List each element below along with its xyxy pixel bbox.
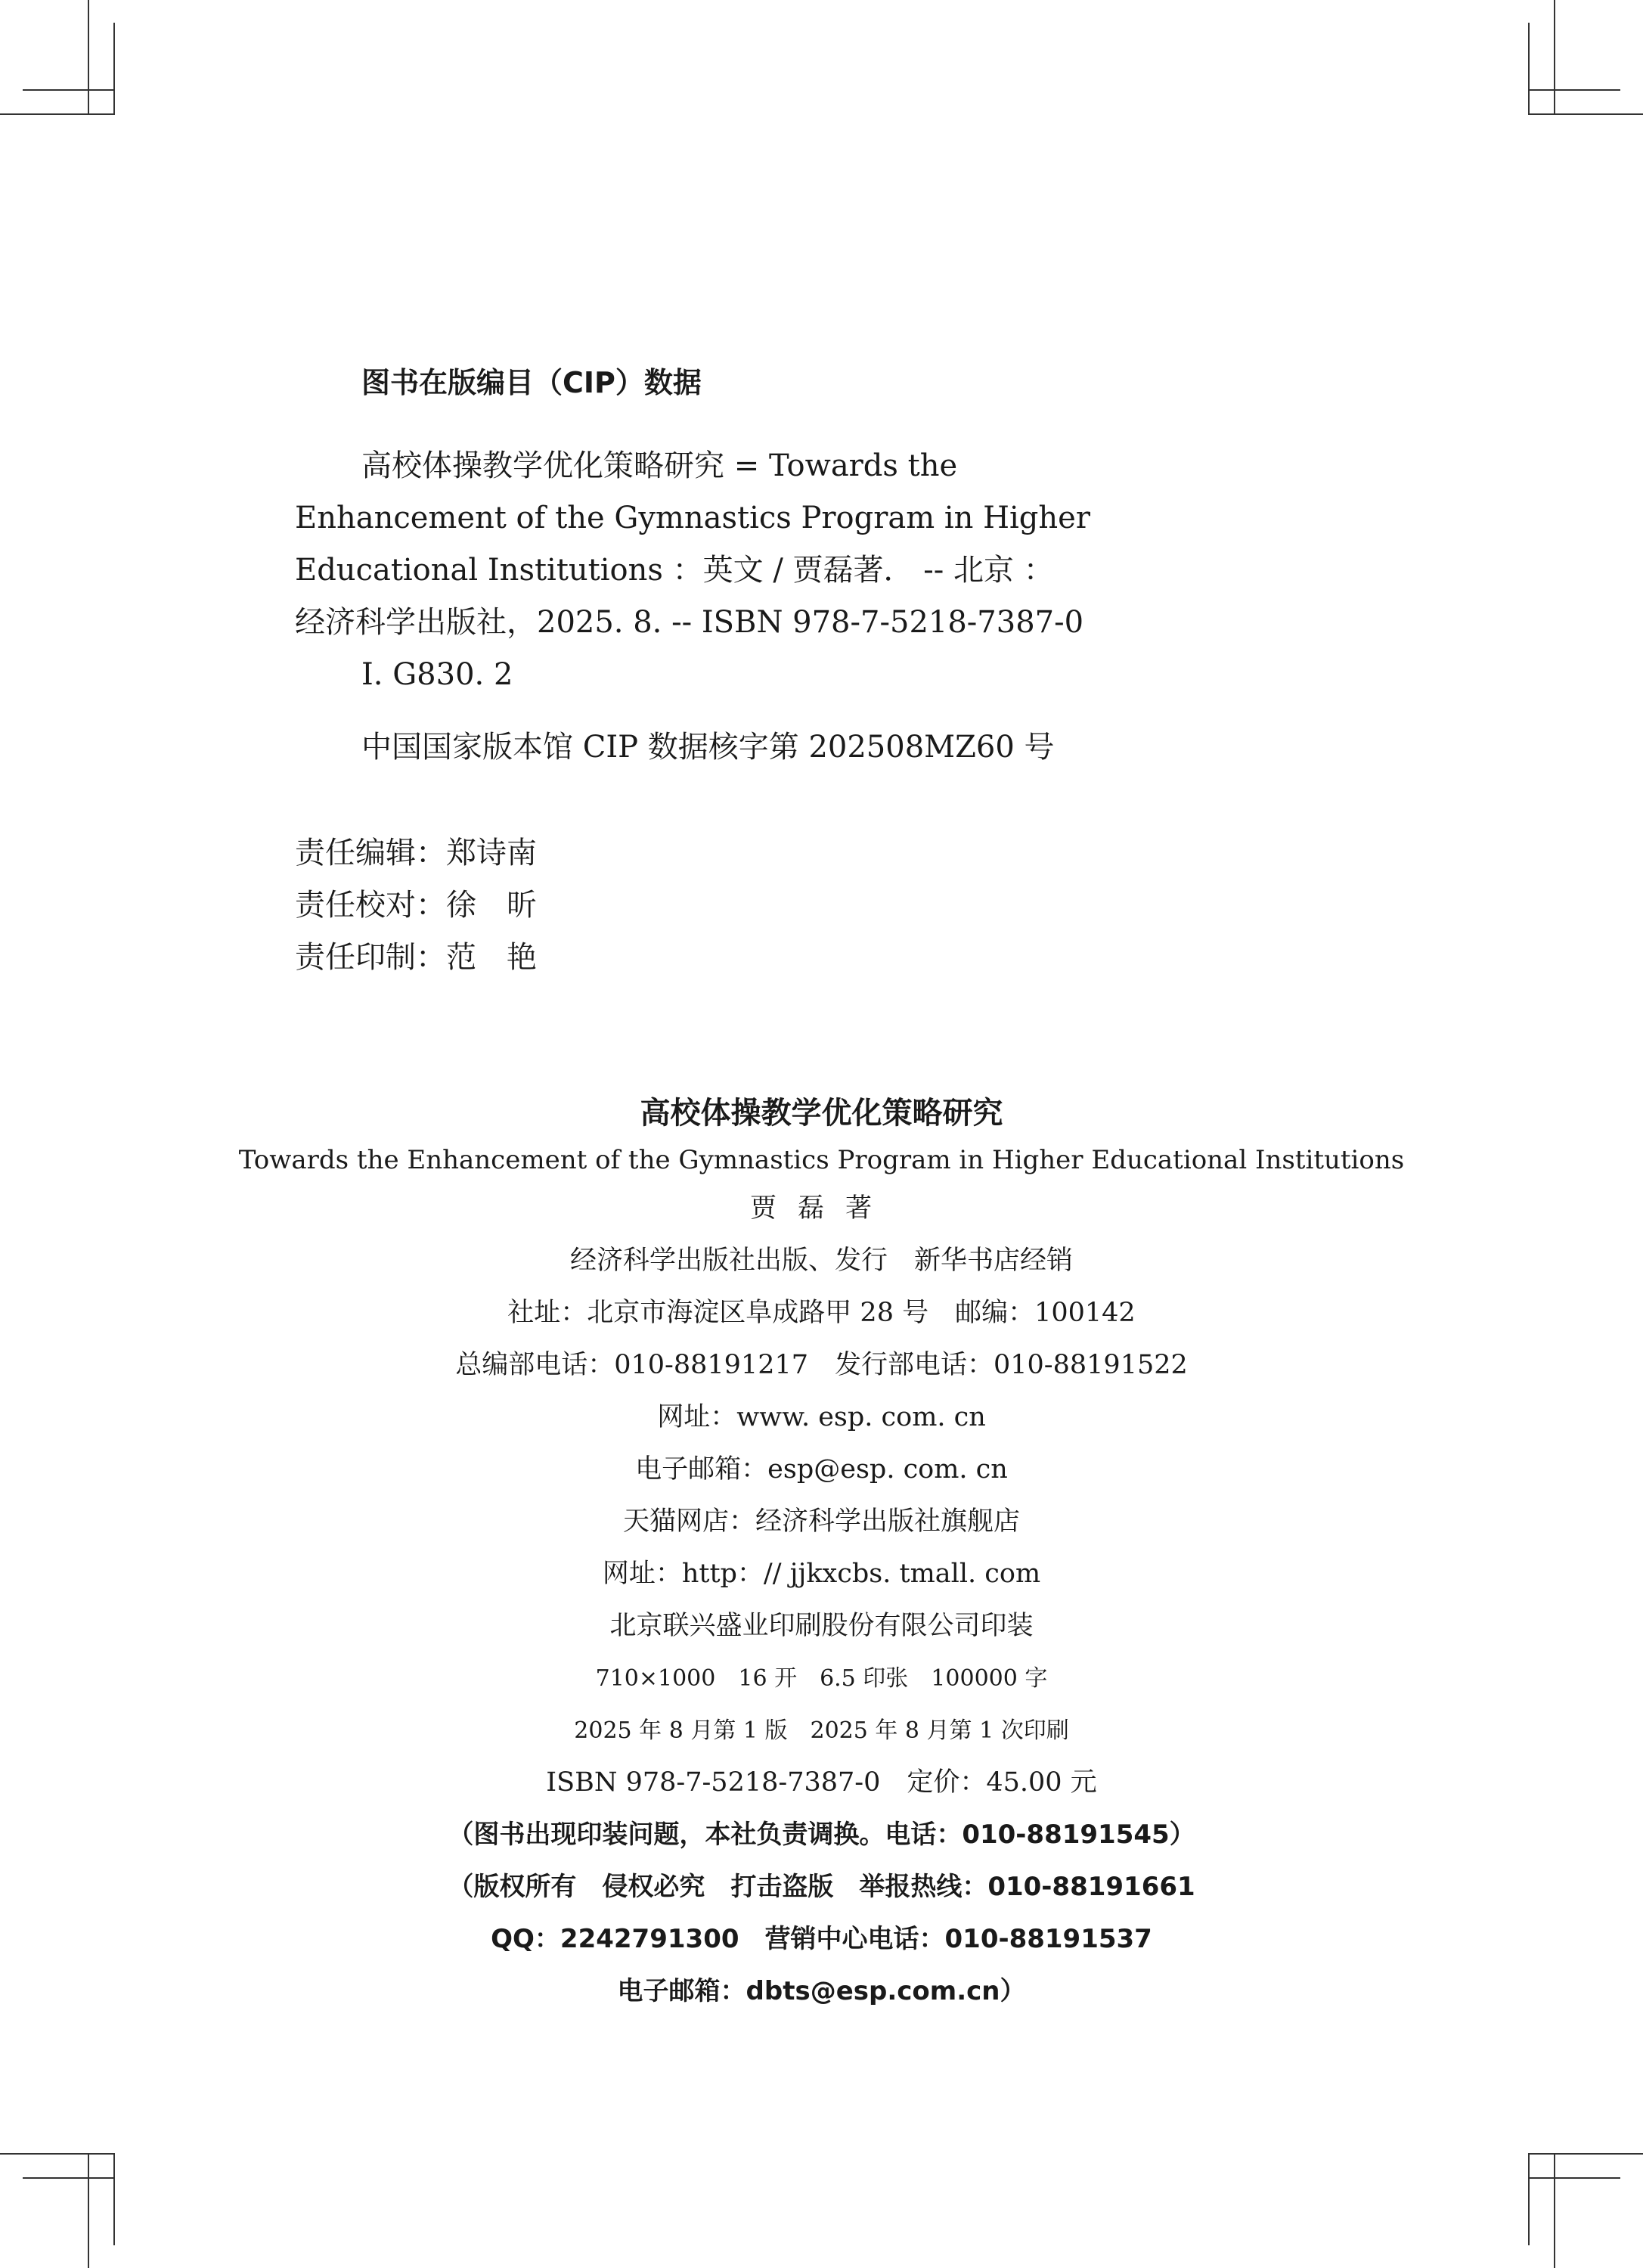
staff-proofreader: 责任校对：徐 昕 bbox=[295, 888, 537, 923]
crop-mark-bottom-left-horizontal bbox=[23, 2177, 115, 2179]
book-specs: 710×1000 16 开 6.5 印张 100000 字 bbox=[595, 1665, 1048, 1692]
notice-line-1: （图书出现印装问题，本社负责调换。电话：010-88191545） bbox=[448, 1820, 1195, 1850]
tmall-url: 网址：http：// jjkxcbs. tmall. com bbox=[602, 1559, 1041, 1589]
book-author: 贾磊著 bbox=[749, 1193, 893, 1224]
notice-line-4: 电子邮箱：dbts@esp.com.cn） bbox=[617, 1976, 1026, 2006]
tmall-store: 天猫网店：经济科学出版社旗舰店 bbox=[622, 1506, 1020, 1537]
crop-mark-top-left-vertical bbox=[113, 23, 115, 115]
cip-record-line: 高校体操教学优化策略研究 = Towards the bbox=[361, 448, 958, 483]
crop-mark-top-right-vertical bbox=[1528, 23, 1530, 115]
book-english-title: Towards the Enhancement of the Gymnastics Program in Higher Educational Institutions bbox=[238, 1145, 1405, 1175]
staff-editor: 责任编辑：郑诗南 bbox=[295, 836, 537, 870]
cip-verification-number: 中国国家版本馆 CIP 数据核字第 202508MZ60 号 bbox=[361, 730, 1055, 765]
notice-line-3: QQ：2242791300 营销中心电话：010-88191537 bbox=[491, 1924, 1152, 1954]
cip-record bbox=[295, 440, 1111, 701]
cip-classification: Ⅰ. G830. 2 bbox=[361, 657, 513, 692]
crop-mark-bottom-left-outer-h bbox=[0, 2153, 115, 2155]
crop-mark-top-right-outer-h bbox=[1528, 113, 1643, 115]
staff-list bbox=[295, 827, 537, 984]
isbn-price: ISBN 978-7-5218-7387-0 定价：45.00 元 bbox=[546, 1767, 1097, 1798]
crop-mark-top-left-outer-h bbox=[0, 113, 115, 115]
crop-mark-bottom-right-outer-h bbox=[1528, 2153, 1643, 2155]
printer-line: 北京联兴盛业印刷股份有限公司印装 bbox=[609, 1611, 1034, 1641]
colophon bbox=[0, 1089, 1643, 2018]
publisher-address: 社址：北京市海淀区阜成路甲 28 号 邮编：100142 bbox=[507, 1298, 1136, 1328]
crop-mark-bottom-left-outer bbox=[88, 2153, 89, 2268]
crop-mark-top-left-horizontal bbox=[23, 89, 115, 91]
notice-line-2: （版权所有 侵权必究 打击盗版 举报热线：010-88191661 bbox=[448, 1872, 1195, 1902]
cip-heading: 图书在版编目（CIP）数据 bbox=[361, 366, 702, 399]
crop-mark-bottom-right-horizontal bbox=[1528, 2177, 1620, 2179]
publisher-email: 电子邮箱：esp@esp. com. cn bbox=[635, 1454, 1008, 1485]
publisher-line: 经济科学出版社出版、发行 新华书店经销 bbox=[569, 1246, 1073, 1276]
crop-mark-top-right-horizontal bbox=[1528, 89, 1620, 91]
crop-mark-bottom-left-vertical bbox=[113, 2153, 115, 2245]
cip-record-line: Educational Institutions ：英文 / 贾磊著． -- 北京 ： bbox=[295, 553, 1054, 588]
publisher-website: 网址：www. esp. com. cn bbox=[657, 1402, 986, 1432]
crop-mark-top-left-outer bbox=[88, 0, 89, 115]
crop-mark-bottom-right-vertical bbox=[1528, 2153, 1530, 2245]
edition-info: 2025 年 8 月第 1 版 2025 年 8 月第 1 次印刷 bbox=[574, 1717, 1069, 1744]
crop-mark-top-right-outer bbox=[1554, 0, 1555, 115]
publisher-phones: 总编部电话：010-88191217 发行部电话：010-88191522 bbox=[455, 1350, 1188, 1380]
staff-printing: 责任印制：范 艳 bbox=[295, 940, 537, 975]
cip-record-line: 经济科学出版社，2025. 8. -- ISBN 978-7-5218-7387-0 bbox=[295, 605, 1084, 640]
book-title: 高校体操教学优化策略研究 bbox=[640, 1096, 1003, 1131]
crop-mark-bottom-right-outer bbox=[1554, 2153, 1555, 2268]
cip-record-line: Enhancement of the Gymnastics Program in Higher bbox=[295, 501, 1090, 535]
